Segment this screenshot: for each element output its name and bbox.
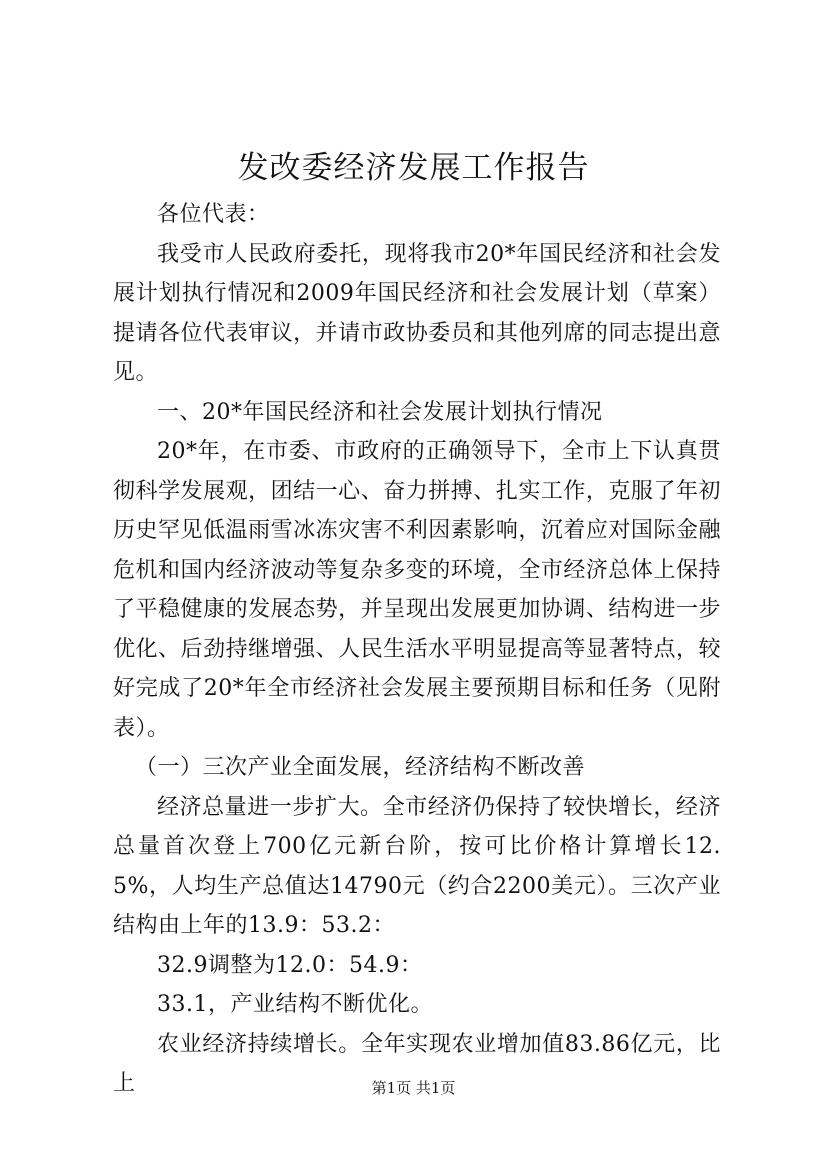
body-paragraph: 20*年，在市委、市政府的正确领导下，全市上下认真贯彻科学发展观，团结一心、奋力拼搏、扎实工作，克服了年初历史罕见低温雨雪冰冻灾害不利因素影响，沉着应对国际金融危机和国内经济波动等复杂多变的环境，全市经济总体上保持了平稳健康的发展态势，并呈现出发展更加协调、结构进一步优化、后劲持继增强、人民生活水平明显提高等显著特点，较好完成了20*年全市经济社会发展主要预期目标和任务（见附表）。 — [113, 439, 721, 741]
body-paragraph: 经济总量进一步扩大。全市经济仍保持了较快增长，经济总量首次登上700亿元新台阶，按可比价格计算增长12.5%，人均生产总值达14790元（约合2200美元）。三次产业结构由上年的13.9：53.2： — [113, 794, 721, 938]
section-heading: 一、20*年国民经济和社会发展计划执行情况 — [157, 399, 603, 425]
page-footer: 第1页 共1页 — [371, 1079, 456, 1097]
subsection-heading: （一）三次产业全面发展，经济结构不断改善 — [135, 755, 586, 780]
body-paragraph: 32.9调整为12.0：54.9： — [157, 952, 423, 978]
document-title: 发改委经济发展工作报告 — [237, 150, 590, 186]
body-paragraph: 农业经济持续增长。全年实现农业增加值83.86亿元，比上 — [113, 1031, 721, 1096]
salutation-paragraph: 各位代表： — [157, 202, 270, 227]
document-body — [113, 195, 721, 1104]
body-paragraph: 33.1，产业结构不断优化。 — [157, 992, 433, 1017]
intro-paragraph: 我受市人民政府委托，现将我市20*年国民经济和社会发展计划执行情况和2009年国民经济和社会发展计划（草案）提请各位代表审议，并请市政协委员和其他列席的同志提出意见。 — [113, 241, 721, 385]
